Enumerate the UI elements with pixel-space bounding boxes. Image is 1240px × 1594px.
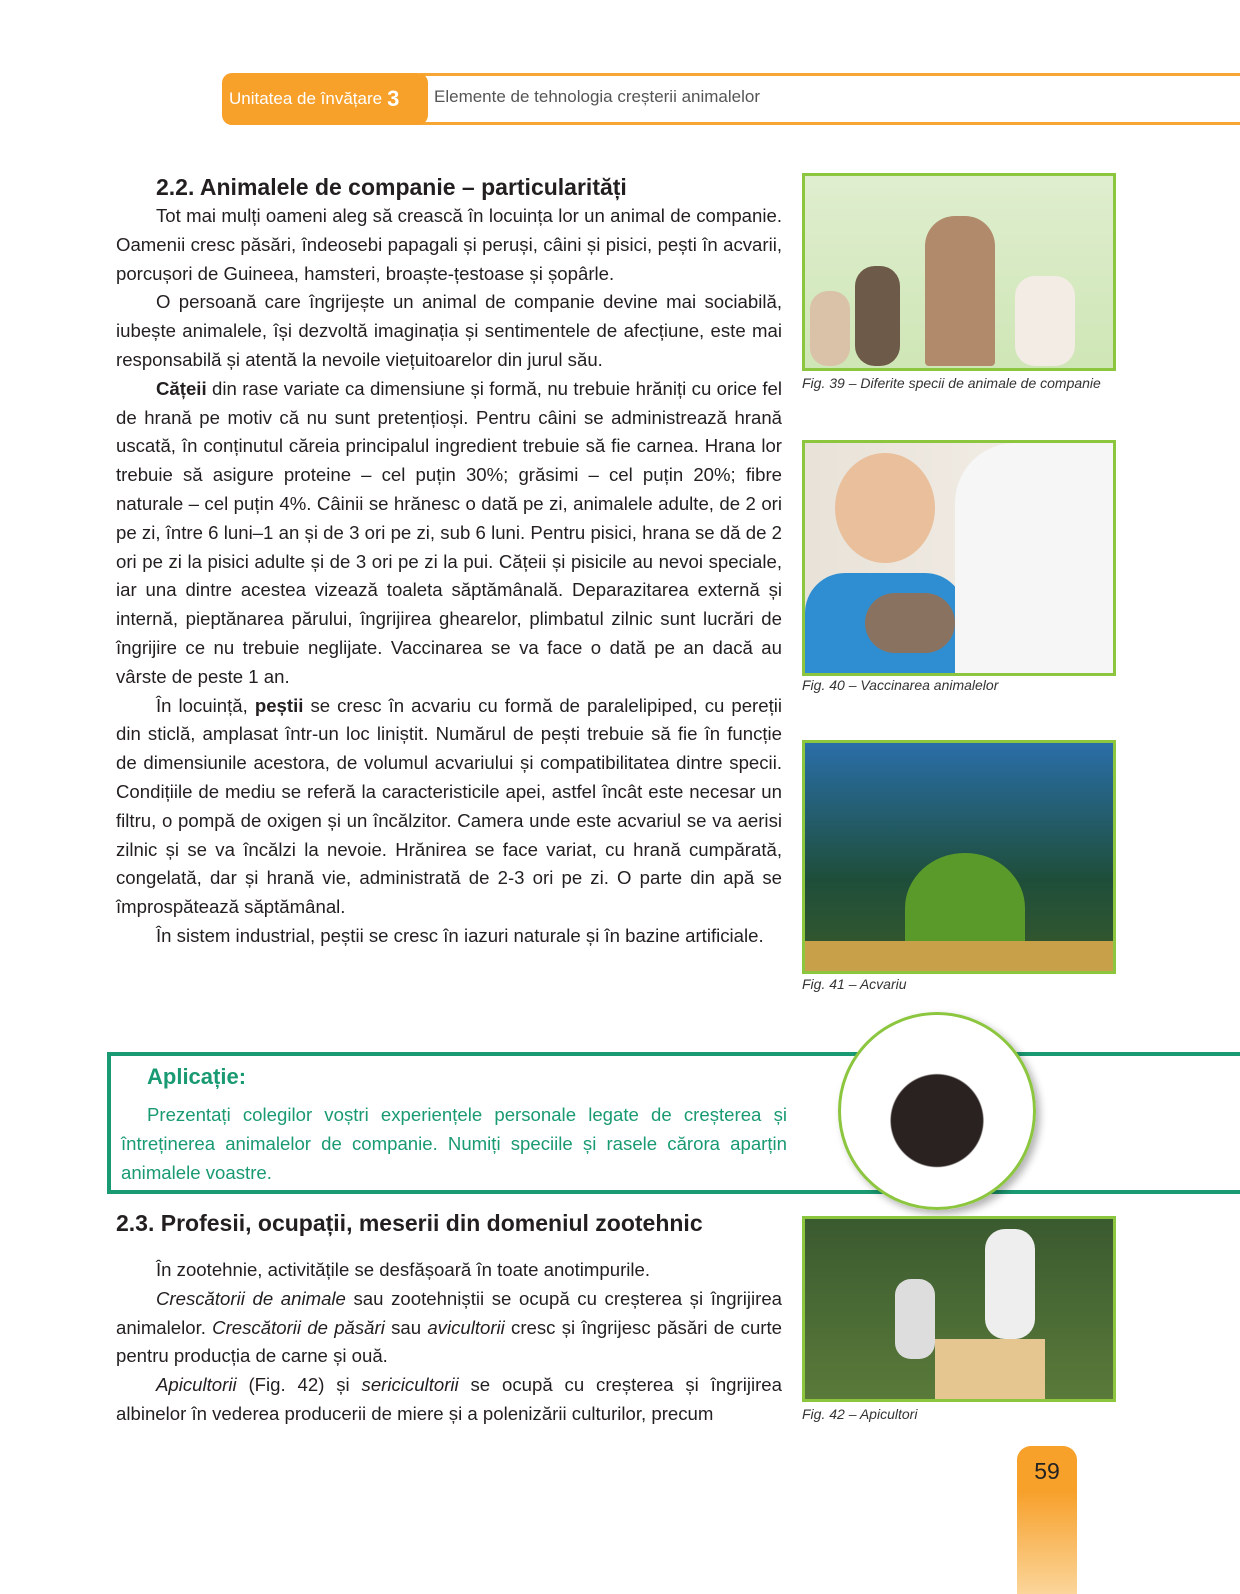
paragraph: În sistem industrial, peștii se cresc în iazuri naturale și în bazine artificiale. [156,924,764,946]
figure-39-caption: Fig. 39 – Diferite specii de animale de companie [802,375,1101,391]
bold-term: Cățeii [156,377,207,399]
pets-circle-image [838,1012,1036,1210]
italic-term: sericicultorii [361,1374,459,1396]
text: din rase variate ca dimensiune și formă, nu trebuie hrăniți cu orice fel de hrană pe motiv că nu sunt pretențioși. Pentru câini se administrează hrană uscată, în conținutul căreia principalul ingredient trebuie să fie carnea. Hrana lor trebuie să asigure proteine – cel puțin 30%; grăsimi – cel puțin 20%; fibre naturale – cel puțin 4%. Câinii se hrănesc o dată pe zi, animalele adulte, de 2 ori pe zi, între 6 luni–1 an și de 3 ori pe zi, sub 6 luni. Pentru pisici, hrana se dă de 2 ori pe zi la pisici adulte și de 3 ori pe zi la pui. Cățeii și pisicile au nevoi speciale, iar una dintre acestea vizează toaleta săptămânală. Deparazitarea externă și internă, pieptănarea părului, îngrijirea ghearelor, plimbatul zilnic sunt lucrări de îngrijire ce nu trebuie neglijate. Vaccinarea se va face o dată pe an dacă au vârste de peste 1 an. [116,377,782,687]
section-heading: 2.2. Animalele de companie – particularități [156,174,627,200]
italic-term: Apicultorii [156,1374,237,1396]
figure-42-caption: Fig. 42 – Apicultori [802,1406,918,1422]
figure-40-image [802,440,1116,676]
paragraph: În zootehnie, activitățile se desfășoară în toate anotimpurile. [156,1259,651,1280]
paragraph [116,1285,782,1371]
figure-40-caption: Fig. 40 – Vaccinarea animalelor [802,677,999,693]
text: cresc și îngrijesc păsări de curte pentru producția de carne și ouă. [116,1316,783,1367]
text: (Fig. 42) și [236,1374,362,1396]
figure-39-image [802,173,1116,371]
paragraph [116,1371,782,1429]
text: se ocupă cu creșterea și îngrijirea albinelor în vederea producerii de miere și a polenizării culturilor, precum [116,1374,782,1424]
italic-term: avicultorii [427,1316,505,1338]
figure-41-image [802,740,1116,974]
text: sau [384,1316,428,1338]
figure-41-caption: Fig. 41 – Acvariu [802,976,907,992]
figure-42-image [802,1216,1116,1402]
bold-term: peștii [254,694,304,716]
text: sau zootehniștii se ocupă cu creșterea și îngrijirea animalelor. [116,1287,782,1338]
unit-label: Unitatea de învățare [229,89,383,108]
paragraph [116,375,782,692]
unit-tab [222,73,428,125]
text: se cresc în acvariu cu formă de paralelipiped, cu pereții din sticlă, amplasat într-un loc liniștit. Numărul de pești trebuie să fie în funcție de dimensiunile acestora, de volumul acvariului și compatibilitatea dintre specii. Condițiile de mediu se referă la caracteristicile apei, astfel încât este necesar un filtru, o pompă de oxigen și un încălzitor. Camera unde este acvariul se va aerisi zilnic și se va încălzi la nevoie. Hrănirea se face variat, cu hrană cumpărată, congelată, dar și hrană vie, administrată de 2-3 ori pe zi. O parte din apă se împrospătează săptămânal. [116,694,783,918]
paragraph [116,692,782,922]
application-title: Aplicație: [147,1064,247,1089]
text: În locuință, [156,694,255,716]
paragraph: Tot mai mulți oameni aleg să crească în locuința lor un animal de companie. Oamenii cresc păsări, îndeosebi papagali și peruși, câini și pisici, pești în acvarii, porcușori de Guineea, hamsteri, broaște-țestoase și șopârle. [116,205,782,284]
application-box [107,1052,1240,1194]
italic-term: Crescătorii de animale [156,1287,346,1309]
italic-term: Crescătorii de păsări [212,1316,385,1338]
section-2-2 [116,172,782,951]
unit-number: 3 [387,86,400,111]
section-heading: 2.3. Profesii, ocupații, meserii din domeniul zootehnic [116,1210,703,1236]
section-2-3 [116,1208,782,1429]
application-text: Prezentați colegilor voștri experiențele personale legate de creșterea și întreținerea animalelor de companie. Numiți speciile și rasele cărora aparțin animalele voastre. [121,1104,787,1183]
paragraph: O persoană care îngrijește un animal de companie devine mai sociabilă, iubește animalele, își dezvoltă imaginația și sentimentele de afecțiune, este mai responsabilă și atentă la nevoile viețuitoarelor din jurul său. [116,291,782,370]
chapter-title: Elemente de tehnologia creșterii animalelor [434,87,761,106]
page-number: 59 [1017,1446,1077,1594]
